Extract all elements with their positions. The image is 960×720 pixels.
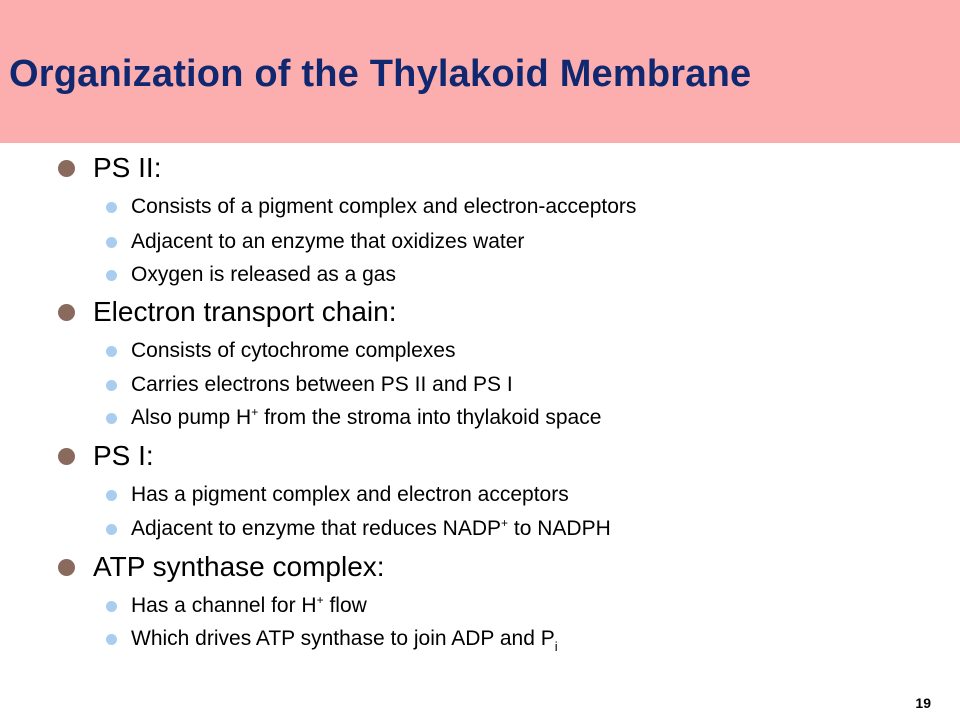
text-part: Has a channel for H: [131, 594, 317, 617]
text-part: from the stroma into thylakoid space: [258, 406, 602, 429]
bullet-heading: PS II:: [93, 152, 162, 183]
sub-bullet-text: Oxygen is released as a gas: [131, 263, 396, 286]
sub-bullet-text: Carries electrons between PS II and PS I: [131, 373, 513, 396]
sub-bullet-icon: [106, 413, 117, 424]
sub-bullet-icon: [106, 270, 117, 281]
sub-bullet-icon: [106, 490, 117, 501]
sub-bullet-text: [131, 626, 558, 652]
sub-bullet-text: Consists of a pigment complex and electron-acceptors: [131, 195, 637, 218]
subscript: i: [554, 639, 558, 654]
main-bullet-icon: [58, 448, 75, 465]
bullet-heading: ATP synthase complex:: [93, 551, 385, 582]
superscript: +: [501, 516, 509, 530]
bullet-heading: PS I:: [93, 440, 154, 471]
sub-bullet-text: Consists of cytochrome complexes: [131, 339, 456, 362]
sub-bullet-icon: [106, 202, 117, 213]
sub-bullet-text: Adjacent to an enzyme that oxidizes water: [131, 230, 525, 253]
text-part: flow: [323, 594, 367, 617]
bullet-heading: Electron transport chain:: [93, 296, 397, 327]
sub-bullet-icon: [106, 346, 117, 357]
main-bullet-icon: [58, 160, 75, 177]
text-part: Also pump H: [131, 406, 252, 429]
sub-bullet-text: [131, 516, 611, 542]
sub-bullet-icon: [106, 380, 117, 391]
sub-bullet-icon: [106, 237, 117, 248]
sub-bullet-text: [131, 405, 601, 431]
sub-bullet-icon: [106, 634, 117, 645]
sub-bullet-icon: [106, 601, 117, 612]
main-bullet-icon: [58, 304, 75, 321]
sub-bullet-icon: [106, 524, 117, 535]
text-part: to NADPH: [508, 517, 611, 540]
text-part: Adjacent to enzyme that reduces NADP: [131, 517, 502, 540]
slide-title: Organization of the Thylakoid Membrane: [9, 53, 752, 95]
main-bullet-icon: [58, 559, 75, 576]
superscript: +: [251, 405, 259, 419]
superscript: +: [316, 593, 324, 607]
page-number: 19: [915, 695, 931, 711]
sub-bullet-text: [131, 593, 367, 619]
text-part: Which drives ATP synthase to join ADP and P: [131, 627, 555, 650]
sub-bullet-text: Has a pigment complex and electron acceptors: [131, 483, 569, 506]
